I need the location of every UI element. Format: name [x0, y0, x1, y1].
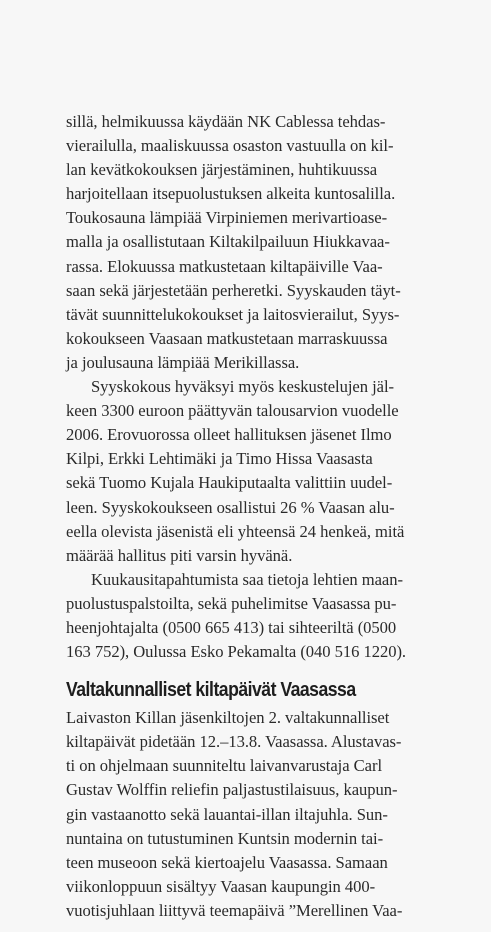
- text-column: [66, 110, 470, 923]
- paragraph-activities: sillä, helmikuussa käydään NK Cablessa tehdas- vierailulla, maaliskuussa osaston vastuulla on kil- lan kevätkokouksen järjestäminen, huhtikuussa harjoitellaan itsepuolustuksen alkeita kuntosalilla. Toukosauna lämpiää Virpiniemen merivartioase- malla ja osallistutaan Kiltakilpailuun Hiukkavaa- rassa. Elokuussa matkustetaan kiltapäiville Vaa- saan sekä järjestetään perheretki. Syyskauden täyt- tävät suunnittelukokoukset ja laitosvierailut, Syys- kokoukseen Vaasaan matkustetaan marraskuussa ja joulusauna lämpiää Merikillassa.: [66, 112, 401, 372]
- paragraph-contact-info: Kuukausitapahtumista saa tietoja lehtien maan- puolustuspalstoilta, sekä puhelimitse Vaasassa pu- heenjohtajalta (0500 665 413) tai sihteeriltä (0500 163 752), Oulussa Esko Pekamalta (040 516 1220).: [66, 569, 407, 662]
- section-heading: Valtakunnalliset kiltapäivät Vaasassa: [66, 678, 356, 702]
- paragraph-guild-days: Laivaston Killan jäsenkiltojen 2. valtakunnalliset kiltapäivät pidetään 12.–13.8. Vaasassa. Alustavas- ti on ohjelmaan suunniteltu laivanvarustaja Carl Gustav Wolffin reliefin paljastustilaisuus, kaupun- gin vastaanotto sekä lauantai-illan iltajuhla. Sun- nuntaina on tutustuminen Kuntsin modernin tai- teen museoon sekä kiertoajelu Vaasassa. Samaan viikonloppuun sisältyy Vaasan kaupungin 400- vuotisjuhlaan liittyvä teemapäivä ”Merellinen Vaa-: [66, 708, 403, 920]
- paragraph-autumn-meeting: Syyskokous hyväksyi myös keskustelujen jäl- keen 3300 euroon päättyvän talousarvion vuodelle 2006. Erovuorossa olleet hallituksen jäsenet Ilmo Kilpi, Erkki Lehtimäki ja Timo Hissa Vaasasta sekä Tuomo Kujala Haukiputaalta valittiin uudel- leen. Syyskokoukseen osallistui 26 % Vaasan alu- eella olevista jäsenistä eli yhteensä 24 henkeä, mitä määrää hallitus piti varsin hyvänä.: [66, 377, 405, 565]
